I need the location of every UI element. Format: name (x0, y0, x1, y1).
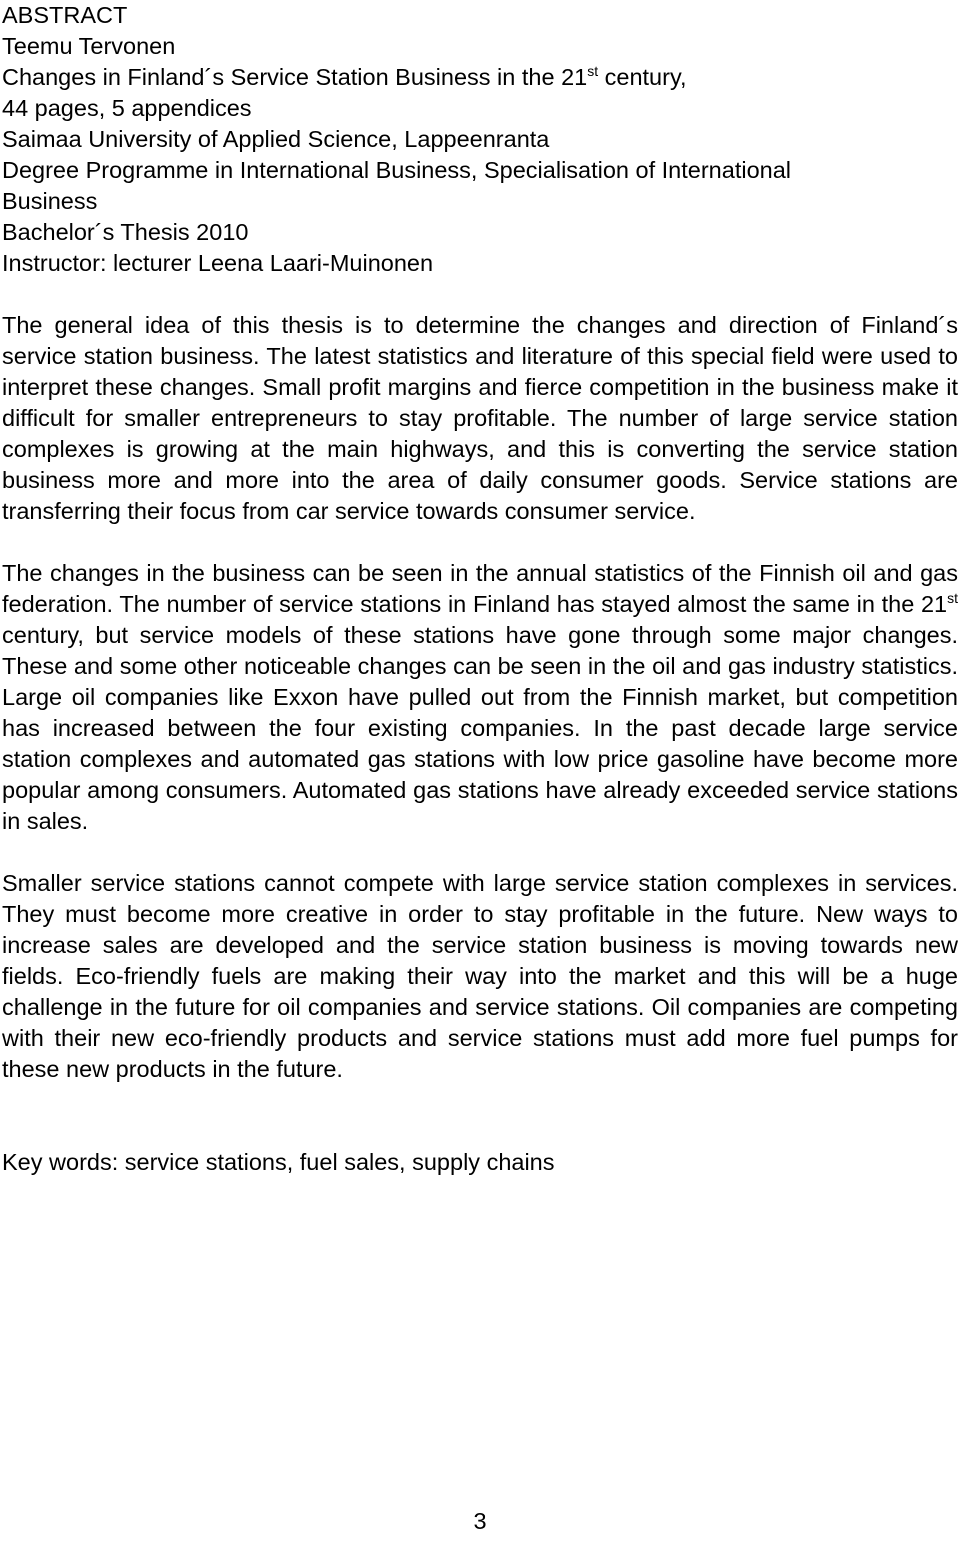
document-page (2, 0, 958, 1544)
section-title: ABSTRACT (2, 2, 128, 28)
page-number: 3 (473, 1508, 487, 1534)
thesis-type-year: Bachelor´s Thesis 2010 (2, 219, 249, 245)
paragraph-2-text-continued: century, but service models of these stations have gone through some major changes. These and some other noticeable changes can be seen in the oil and gas industry statistics. Large oil companies like Exxon have pulled out from the Finnish market, but competition has increased between the four existing companies. In the past decade large service station complexes and automated gas stations with low price gasoline have become more popular among consumers. Automated gas stations have already exceeded service stations in sales. (2, 622, 958, 834)
abstract-body (2, 310, 958, 1085)
thesis-title-main: Changes in Finland´s Service Station Business in the 21 (2, 64, 588, 90)
degree-programme-continued: Business (2, 188, 98, 214)
thesis-title (2, 62, 958, 93)
degree-programme: Degree Programme in International Business, Specialisation of International (2, 157, 791, 183)
paragraph-2-text: The changes in the business can be seen in the annual statistics of the Finnish oil and gas federation. The number of service stations in Finland has stayed almost the same in the 21 (2, 560, 958, 617)
author-name: Teemu Tervonen (2, 33, 176, 59)
abstract-paragraph-3: Smaller service stations cannot compete with large service station complexes in services. They must become more creative in order to stay profitable in the future. New ways to increase sales are developed and the service station business is moving towards new fields. Eco-friendly fuels are making their way into the market and this will be a huge challenge in the future for oil companies and service stations. Oil companies are competing with their new eco-friendly products and service stations must add more fuel pumps for these new products in the future. (2, 870, 958, 1082)
abstract-paragraph-1: The general idea of this thesis is to determine the changes and direction of Finland´s service station business. The latest statistics and literature of this special field were used to interpret these changes. Small profit margins and fierce competition in the business make it difficult for smaller entrepreneurs to stay profitable. The number of large service station complexes is growing at the main highways, and this is converting the service station business more and more into the area of daily consumer goods. Service stations are transferring their focus from car service towards consumer service. (2, 312, 958, 524)
university-name: Saimaa University of Applied Science, Lappeenranta (2, 126, 550, 152)
keywords: Key words: service stations, fuel sales, supply chains (2, 1149, 555, 1175)
page-count: 44 pages, 5 appendices (2, 95, 252, 121)
thesis-title-end: century, (598, 64, 687, 90)
thesis-title-superscript: st (587, 63, 599, 80)
abstract-header (2, 0, 958, 279)
paragraph-2-superscript: st (947, 590, 958, 607)
instructor: Instructor: lecturer Leena Laari-Muinonen (2, 250, 434, 276)
abstract-paragraph-2 (2, 558, 958, 837)
